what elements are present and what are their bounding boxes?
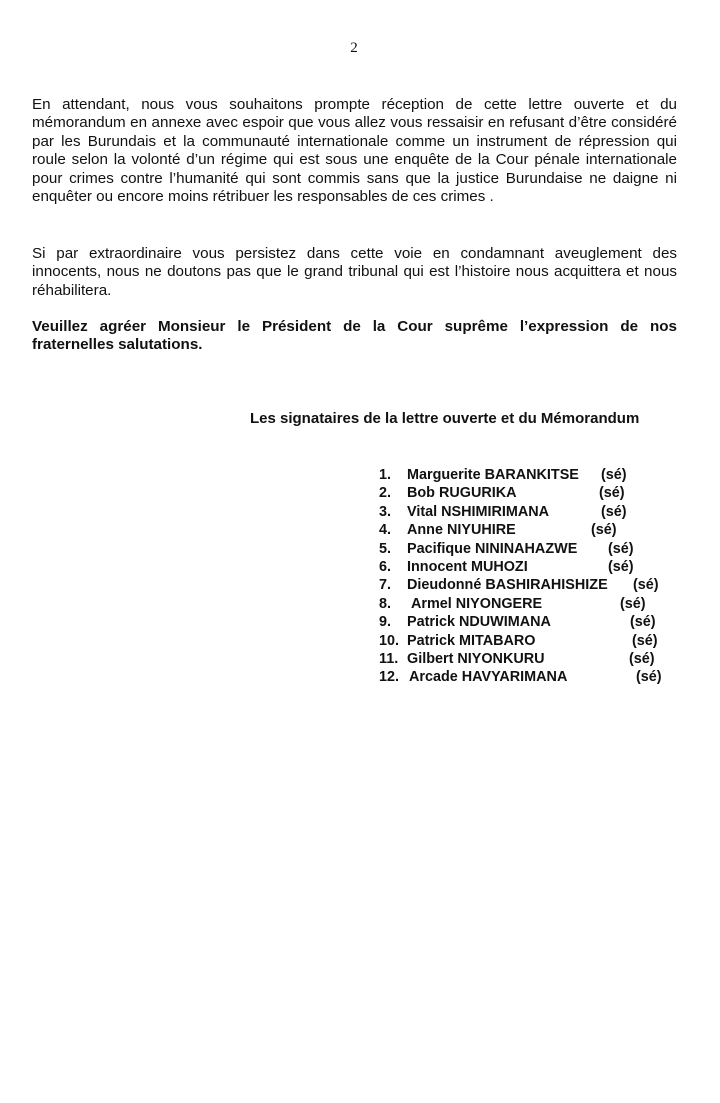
signature-mark: (sé) bbox=[620, 595, 646, 612]
paragraph-persistence: Si par extraordinaire vous persistez dans cette voie en condamnant aveuglement des innocents, nous ne doutons pas que le grand tribunal qui est l’histoire nous acquittera et nous réhabilitera. bbox=[32, 245, 677, 299]
signatory-item bbox=[379, 595, 646, 613]
signatory-name: Patrick MITABARO bbox=[407, 632, 536, 649]
signature-mark: (sé) bbox=[633, 577, 659, 594]
signature-mark: (sé) bbox=[636, 669, 662, 686]
signatory-number: 11. bbox=[379, 650, 399, 667]
signatory-number: 4. bbox=[379, 522, 392, 539]
signatory-item bbox=[379, 484, 625, 502]
signatory-number: 12. bbox=[379, 669, 400, 686]
signatory-name: Dieudonné BASHIRAHISHIZE bbox=[407, 577, 608, 594]
signatory-item bbox=[379, 668, 662, 686]
signature-mark: (sé) bbox=[632, 632, 658, 649]
signatory-item bbox=[379, 576, 659, 594]
signatory-name: Armel NIYONGERE bbox=[411, 595, 543, 612]
signatories-heading: Les signataires de la lettre ouverte et du Mémorandum bbox=[250, 410, 640, 427]
page-number: 2 bbox=[350, 40, 358, 56]
signatory-number: 8. bbox=[379, 595, 392, 612]
signatory-name: Bob RUGURIKA bbox=[407, 485, 517, 502]
signatory-name: Anne NIYUHIRE bbox=[407, 522, 516, 539]
signatory-number: 5. bbox=[379, 540, 392, 557]
signature-mark: (sé) bbox=[601, 503, 627, 520]
signatory-item bbox=[379, 503, 627, 521]
signatory-number: 9. bbox=[379, 614, 392, 631]
signatory-name: Pacifique NININAHAZWE bbox=[407, 540, 578, 557]
signatory-item bbox=[379, 650, 655, 668]
signatory-name: Gilbert NIYONKURU bbox=[407, 650, 545, 667]
signature-mark: (sé) bbox=[630, 614, 656, 631]
signatory-item bbox=[379, 613, 656, 631]
paragraph-closing-wishes: En attendant, nous vous souhaitons prompte réception de cette lettre ouverte et du mémorandum en annexe avec espoir que vous allez vous ressaisir en refusant d’être considéré par les Burundais et la communauté internationale comme un instrument de répression qui roule selon la volonté d’un régime qui est sous une enquête de la Cour pénale internationale pour crimes contre l’humanité qui sont commis sans que la justice Burundaise ne daigne ni enquêter ou encore moins rétribuer les responsables de ces crimes . bbox=[32, 96, 677, 206]
signatory-name: Patrick NDUWIMANA bbox=[407, 614, 551, 631]
signatory-name: Innocent MUHOZI bbox=[407, 558, 528, 575]
signatory-item bbox=[379, 558, 634, 576]
signatory-number: 6. bbox=[379, 558, 392, 575]
signatory-name: Vital NSHIMIRIMANA bbox=[407, 503, 550, 520]
signatory-number: 3. bbox=[379, 503, 392, 520]
signatories-list bbox=[379, 466, 662, 687]
signature-mark: (sé) bbox=[591, 522, 617, 539]
signatory-item bbox=[379, 632, 658, 650]
signatory-item bbox=[379, 540, 634, 558]
signatory-item bbox=[379, 466, 627, 484]
signature-mark: (sé) bbox=[608, 558, 634, 575]
signature-mark: (sé) bbox=[608, 540, 634, 557]
signatory-name: Marguerite BARANKITSE bbox=[407, 467, 579, 483]
signature-mark: (sé) bbox=[629, 650, 655, 667]
paragraph-salutations: Veuillez agréer Monsieur le Président de la Cour suprême l’expression de nos fraternelles salutations. bbox=[32, 318, 677, 354]
signatory-name: Arcade HAVYARIMANA bbox=[409, 669, 568, 686]
signatory-number: 1. bbox=[379, 467, 392, 483]
signatory-number: 2. bbox=[379, 485, 392, 502]
signature-mark: (sé) bbox=[599, 485, 625, 502]
signatory-number: 7. bbox=[379, 577, 392, 594]
signature-mark: (sé) bbox=[601, 467, 627, 483]
signatory-item bbox=[379, 521, 617, 539]
signatory-number: 10. bbox=[379, 632, 400, 649]
